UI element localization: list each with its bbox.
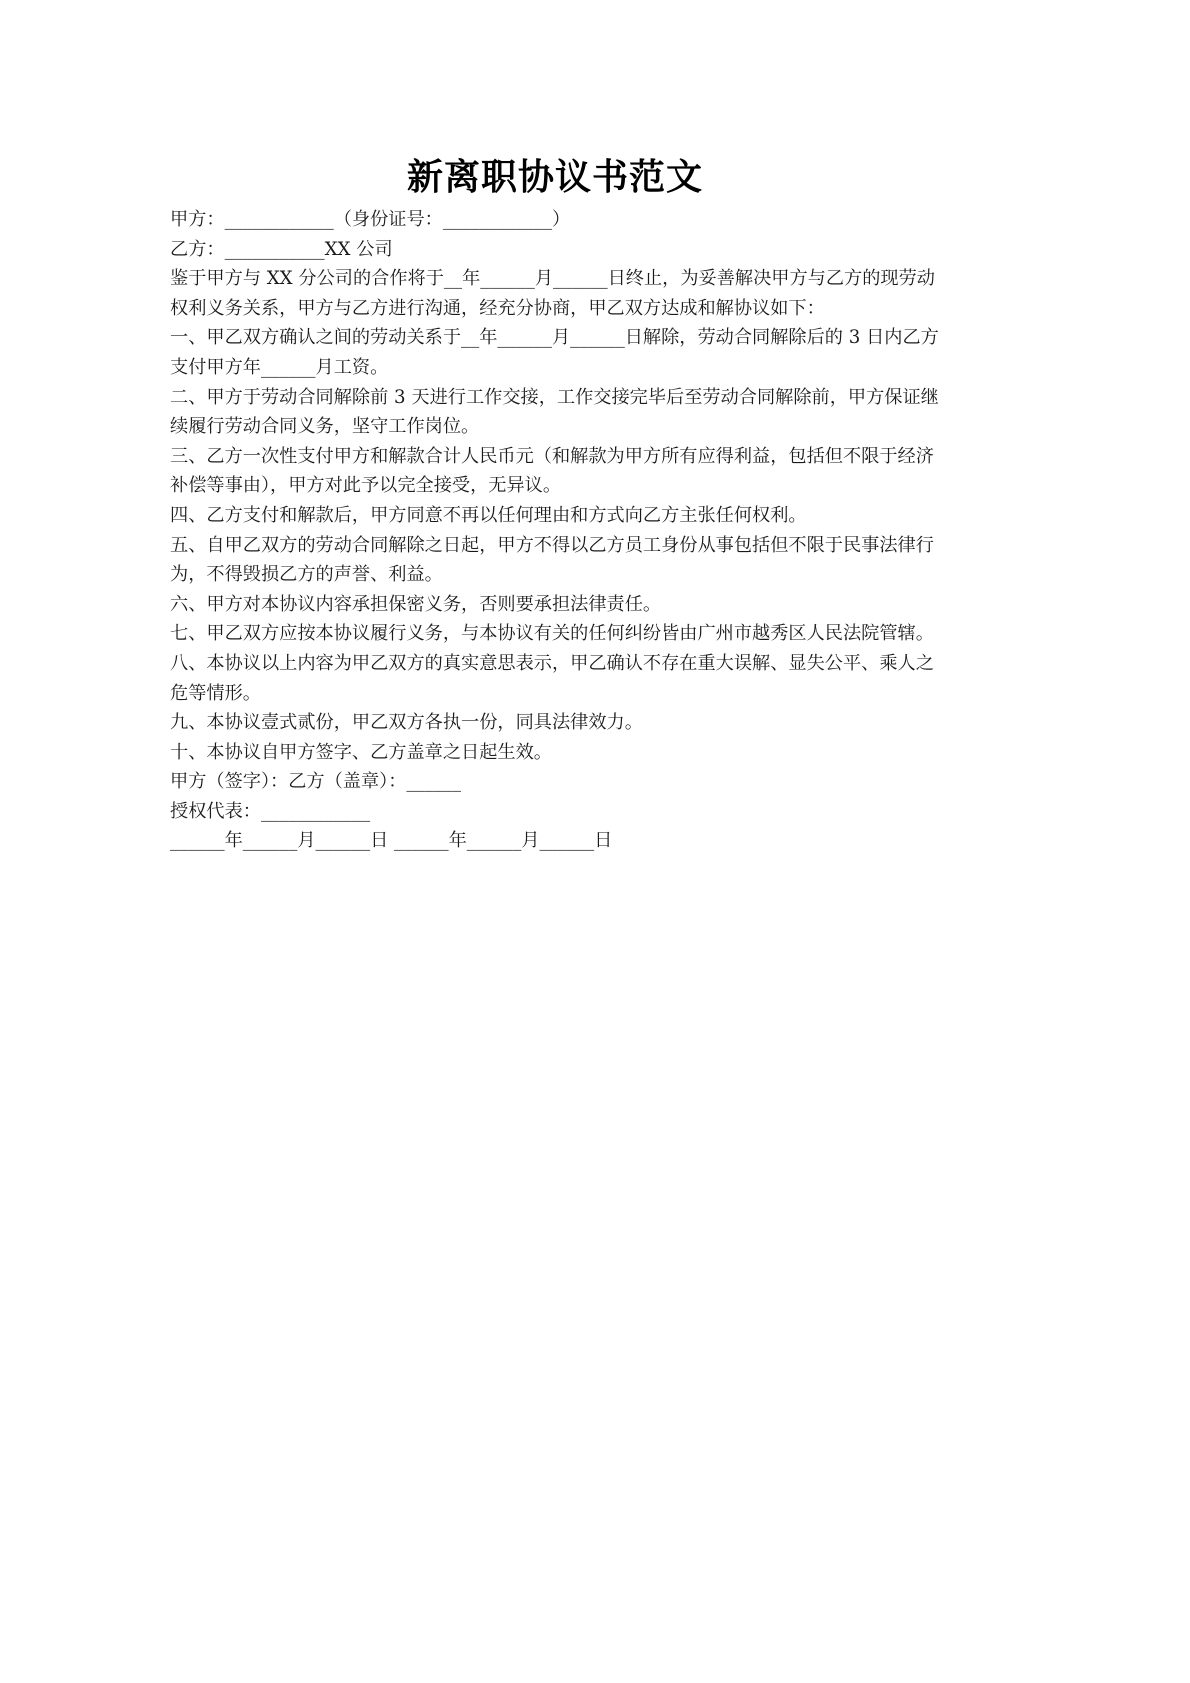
- clause-9: 九、本协议壹式贰份，甲乙双方各执一份，同具法律效力。: [170, 712, 643, 734]
- clause-10: 十、本协议自甲方签字、乙方盖章之日起生效。: [170, 741, 552, 763]
- clause-2: 二、甲方于劳动合同解除前 3 天进行工作交接，工作交接完毕后至劳动合同解除前，甲方保证继续履行劳动合同义务，坚守工作岗位。: [170, 386, 939, 438]
- document-title: 新离职协议书范文: [406, 157, 703, 198]
- clause-1: 一、甲乙双方确认之间的劳动关系于__年______月______日解除，劳动合同解除后的 3 日内乙方支付甲方年______月工资。: [170, 327, 939, 378]
- date-line: ______年______月______日 ______年______月______日: [170, 830, 613, 852]
- authorized-representative-line: 授权代表：____________: [170, 800, 371, 822]
- clause-6: 六、甲方对本协议内容承担保密义务，否则要承担法律责任。: [170, 593, 662, 615]
- clause-4: 四、乙方支付和解款后，甲方同意不再以任何理由和方式向乙方主张任何权利。: [170, 504, 807, 526]
- party-a-line: 甲方：____________（身份证号：____________）: [170, 209, 571, 230]
- signature-line: 甲方（签字）：乙方（盖章）：______: [170, 771, 461, 793]
- clause-8: 八、本协议以上内容为甲乙双方的真实意思表示，甲乙确认不存在重大误解、显失公平、乘人之危等情形。: [170, 652, 934, 704]
- clause-3: 三、乙方一次性支付甲方和解款合计人民币元（和解款为甲方所有应得利益，包括但不限于经济补偿等事由），甲方对此予以完全接受，无异议。: [170, 445, 934, 497]
- clause-7: 七、甲乙双方应按本协议履行义务，与本协议有关的任何纠纷皆由广州市越秀区人民法院管辖。: [170, 623, 934, 645]
- party-b-line: 乙方：___________XX 公司: [170, 238, 393, 260]
- document-body: [170, 205, 950, 856]
- clause-5: 五、自甲乙双方的劳动合同解除之日起，甲方不得以乙方员工身份从事包括但不限于民事法律行为，不得毁损乙方的声誉、利益。: [170, 534, 934, 586]
- preamble-paragraph: 鉴于甲方与 XX 分公司的合作将于__年______月______日终止，为妥善解决甲方与乙方的现劳动权利义务关系，甲方与乙方进行沟通，经充分协商，甲乙双方达成和解协议如下：: [170, 268, 935, 319]
